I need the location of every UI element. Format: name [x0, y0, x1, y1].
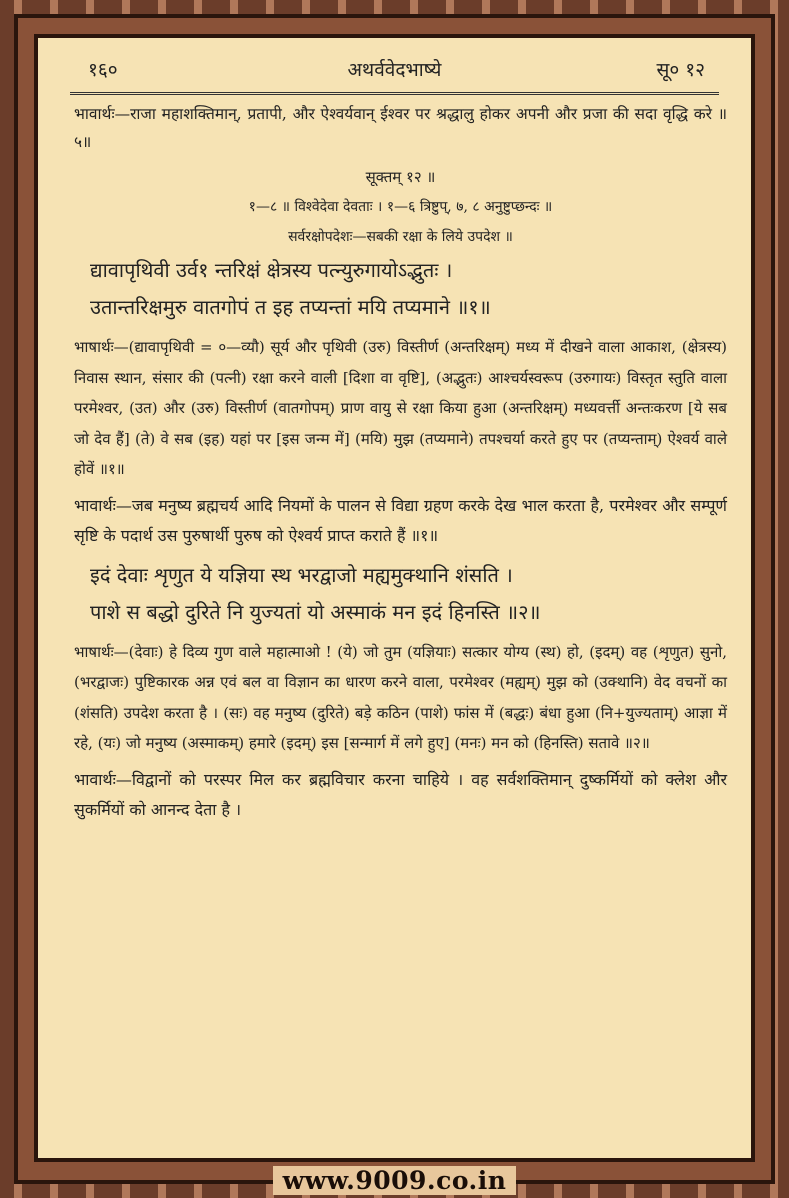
page-header — [38, 56, 751, 84]
footer-strip — [0, 1162, 789, 1198]
mantra-2-line-2: पाशे स बद्धो दुरिते नि युज्यतां यो अस्माकं मन इदं हिनस्ति ॥२॥ — [90, 599, 541, 624]
website-url[interactable]: www.9009.co.in — [273, 1166, 517, 1195]
sukta-title: सूक्तम् १२ ॥ — [365, 168, 436, 186]
book-title: अथर्ववेदभाष्ये — [347, 59, 442, 81]
bhashartha-1: भाषार्थः—(द्यावापृथिवी = ०—व्यौ) सूर्य और पृथिवी (उरु) विस्तीर्ण (अन्तरिक्षम्) मध्य में दीखने वाला आकाश, (क्षेत्रस्य) निवास स्थान, संसार की (पत्नी) रक्षा करने वाली [दिशा वा वृष्टि], (अद्भुतः) आश्चर्यस्वरूप (उरुगायः) विस्तृत स्तुति वाला परमेश्वर, (उत) और (उरु) विस्तीर्ण (वातगोपम्) प्राण वायु से रक्षा किया हुआ (अन्तरिक्षम्) मध्यवर्त्ती अन्तःकरण [ये सब जो देव हैं] (ते) वे सब (इह) यहां पर [इस जन्म में] (मयि) मुझ (तप्यमाने) तपश्चर्या करते हुए पर (तप्यन्ताम्) ऐश्वर्य वाले होवें ॥१॥ — [74, 338, 727, 478]
bhavarth-3: भावार्थः—विद्वानों को परस्पर मिल कर ब्रह्मविचार करना चाहिये । वह सर्वशक्तिमान् दुष्कर्मियों को क्लेश और सुकर्मियों को आनन्द देता है । — [74, 769, 727, 819]
page-number: १६० — [88, 59, 118, 81]
bhavarth-2: भावार्थः—जब मनुष्य ब्रह्मचर्य आदि नियमों के पालन से विद्या ग्रहण करके देख भाल करता है, परमेश्वर और सम्पूर्ण सृष्टि के पदार्थ उस पुरुषार्थी पुरुष को ऐश्वर्य प्राप्त कराते हैं ॥१॥ — [74, 495, 727, 545]
devata-line: १—८ ॥ विश्वेदेवा देवताः । १—६ त्रिष्टुप्, ७, ८ अनुष्टुप्छन्दः ॥ — [248, 199, 553, 215]
page-body — [74, 100, 727, 825]
bhashartha-2: भाषार्थः—(देवाः) हे दिव्य गुण वाले महात्माओ ! (ये) जो तुम (यज्ञियाः) सत्कार योग्य (स्थ) हो, (इदम्) वह (शृणुत) सुनो, (भरद्वाजः) पुष्टिकारक अन्न एवं बल वा विज्ञान का धारण करने वाला, परमेश्वर (मह्यम्) मुझ को (उक्थानि) वेद वचनों का (शंसति) उपदेश करता है । (सः) वह मनुष्य (दुरिते) बड़े कठिन (पाशे) फांस में (बद्धः) बंधा हुआ (नि+युज्यताम्) आज्ञा में रहे, (यः) जो मनुष्य (अस्माकम्) हमारे (इदम्) इस [सन्मार्ग में लगे हुए] (मनः) मन को (हिनस्ति) सतावे ॥२॥ — [74, 642, 727, 752]
mantra-2-line-1: इदं देवाः शृणुत ये यज्ञिया स्थ भरद्वाजो मह्यमुक्थानि शंसति । — [90, 562, 513, 587]
mantra-1-line-2: उतान्तरिक्षमुरु वातगोपं त इह तप्यन्तां मयि तप्यमाने ॥१॥ — [90, 295, 491, 319]
mantra-1-line-1: द्यावापृथिवी उर्व१ न्तरिक्षं क्षेत्रस्य पत्न्युरुगायोऽद्भुतः । — [90, 258, 453, 282]
sukta-reference: सू० १२ — [656, 59, 705, 81]
bhavarth-1: भावार्थः—राजा महाशक्तिमान्, प्रतापी, और ऐश्वर्यवान् ईश्वर पर श्रद्धालु होकर अपनी और प्रजा की सदा वृद्धि करे ॥५॥ — [74, 105, 727, 151]
book-page — [34, 34, 755, 1162]
header-rule — [70, 92, 719, 95]
upadesh-line: सर्वरक्षोपदेशः—सबकी रक्षा के लिये उपदेश ॥ — [288, 229, 513, 245]
